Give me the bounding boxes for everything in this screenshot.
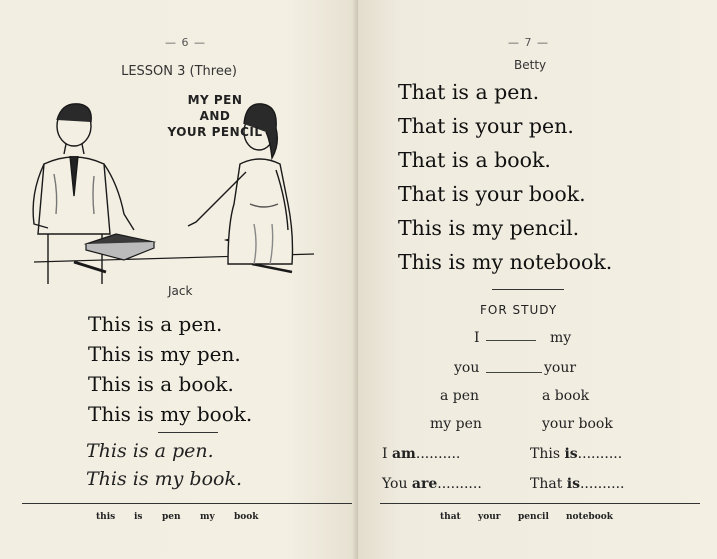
fill-in-blank: .......... (415, 446, 461, 462)
study-word: you (454, 360, 480, 376)
fill-in-bold: am (391, 446, 416, 462)
fill-in-pre: That (530, 476, 567, 492)
footer-word: book (234, 512, 259, 522)
fill-in-blank: .......... (577, 446, 623, 462)
sentence: That is your book. (398, 182, 586, 206)
sentence: That is a pen. (398, 80, 540, 104)
sentence: This is a pen. (88, 312, 223, 336)
study-word: my (550, 330, 572, 346)
fill-in-bold: are (411, 476, 438, 492)
fill-in-blank: .......... (437, 476, 482, 492)
fill-in-pre: I (382, 446, 392, 462)
footer-word: pen (162, 512, 181, 522)
footer-word: pencil (518, 512, 549, 522)
study-heading: FOR STUDY (480, 303, 558, 317)
speaker-label: Betty (514, 58, 547, 72)
fill-in-right (530, 446, 622, 462)
sentence: This is my book. (88, 402, 253, 426)
fill-in-left (382, 446, 460, 462)
study-word: your book (542, 416, 613, 432)
study-word: I (474, 330, 480, 346)
sentence: That is your pen. (398, 114, 574, 138)
footer-rule (380, 503, 700, 504)
footer-word: your (478, 512, 501, 522)
title-line: MY PEN (187, 93, 243, 107)
fill-in-left (382, 476, 482, 492)
study-word: a book (542, 388, 590, 404)
divider-rule (492, 289, 564, 290)
left-page (0, 0, 358, 559)
sentence: That is a book. (398, 148, 551, 172)
fill-in-blank: .......... (579, 476, 625, 492)
fill-in-pre: This (530, 446, 565, 462)
study-word: a pen (440, 388, 480, 404)
title-line: AND (199, 109, 231, 123)
footer-word: my (200, 512, 215, 522)
sentence: This is my pen. (88, 342, 241, 366)
footer-rule (22, 503, 352, 504)
divider-rule (158, 432, 218, 433)
lesson-title (155, 92, 275, 140)
study-word: your (544, 360, 577, 376)
study-word: my pen (430, 416, 482, 432)
script-sentence: This is a pen. (86, 440, 214, 462)
speaker-label: Jack (168, 284, 193, 298)
fill-in-bold: is (566, 476, 580, 492)
page-number: — 6 — (165, 36, 206, 49)
title-line: YOUR PENCIL (167, 125, 263, 139)
footer-word: this (96, 512, 116, 522)
sentence: This is my pencil. (398, 216, 580, 240)
pair-connector (486, 340, 536, 341)
page-number: — 7 — (508, 36, 549, 49)
footer-word: that (440, 512, 461, 522)
fill-in-bold: is (564, 446, 578, 462)
lesson-heading: LESSON 3 (Three) (121, 64, 237, 79)
right-page (358, 0, 717, 559)
footer-word: notebook (566, 512, 613, 522)
script-sentence: This is my book. (86, 468, 243, 490)
fill-in-right (530, 476, 625, 492)
fill-in-pre: You (382, 476, 412, 492)
footer-word: is (134, 512, 143, 522)
pair-connector (486, 372, 542, 373)
sentence: This is my notebook. (398, 250, 613, 274)
sentence: This is a book. (88, 372, 234, 396)
